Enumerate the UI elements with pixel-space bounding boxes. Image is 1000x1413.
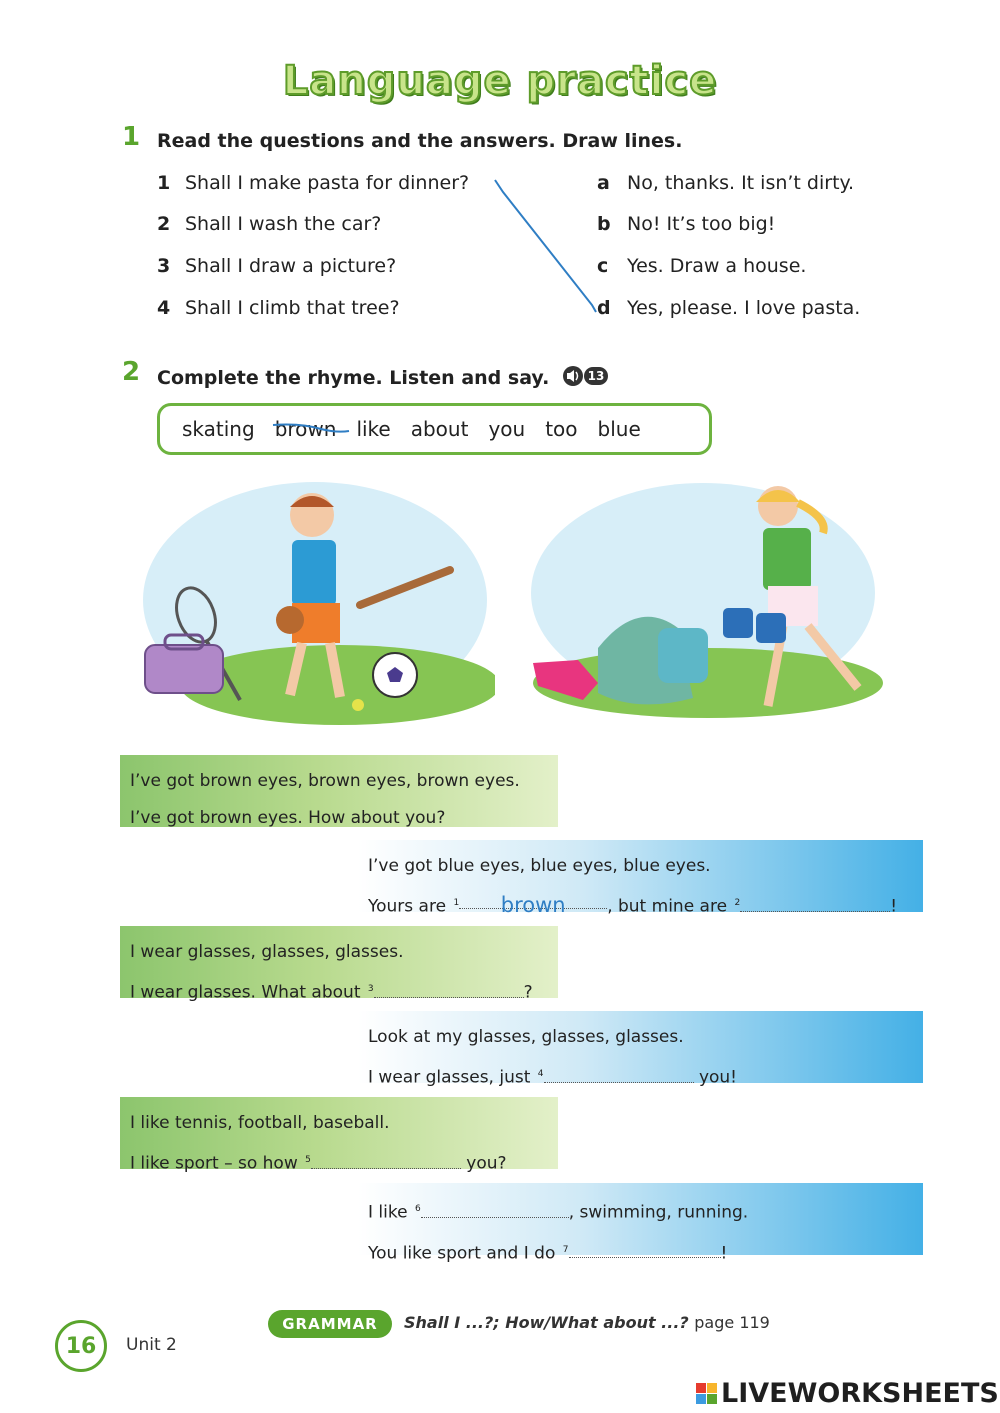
answer-b[interactable]: b No! It’s too big! (597, 213, 776, 235)
answer-d[interactable]: d Yes, please. I love pasta. (597, 297, 861, 319)
rhyme-verse-3: I wear glasses, glasses, glasses. I wear glasses. What about $^3$ ? (120, 926, 558, 998)
brand-watermark: LIVEWORKSHEETS (696, 1378, 999, 1409)
match-line-example (0, 0, 1000, 330)
answer-a[interactable]: a No, thanks. It isn’t dirty. (597, 172, 855, 194)
gap-2-input[interactable] (740, 890, 890, 912)
boy-sports-illustration (140, 475, 495, 725)
rhyme-verse-1: I’ve got brown eyes, brown eyes, brown eyes. I’ve got brown eyes. How about you? (120, 755, 558, 827)
question-2[interactable]: 2 Shall I wash the car? (157, 213, 382, 235)
unit-label: Unit 2 (126, 1335, 177, 1355)
rhyme-verse-2: I’ve got blue eyes, blue eyes, blue eyes. Yours are $^1$ brown , but mine are $^2$ ! (358, 840, 923, 912)
answer-c[interactable]: c Yes. Draw a house. (597, 255, 807, 277)
word-like[interactable]: like (356, 417, 391, 441)
brand-logo-icon (696, 1383, 717, 1404)
question-1[interactable]: 1 Shall I make pasta for dinner? (157, 172, 470, 194)
strike-mark (271, 421, 351, 441)
word-blue[interactable]: blue (597, 417, 641, 441)
page-number: 16 (55, 1320, 107, 1372)
page-title: Language practice (282, 58, 718, 104)
word-you[interactable]: you (488, 417, 526, 441)
word-box (157, 403, 712, 455)
exercise-2-instruction: Complete the rhyme. Listen and say. (157, 367, 550, 389)
word-about[interactable]: about (410, 417, 469, 441)
question-3[interactable]: 3 Shall I draw a picture? (157, 255, 397, 277)
gap-3-input[interactable] (374, 976, 524, 998)
gap-4-input[interactable] (544, 1061, 694, 1083)
word-too[interactable]: too (545, 417, 578, 441)
gap-1-answer: brown (500, 892, 566, 917)
gap-6-input[interactable] (421, 1196, 569, 1218)
gap-5-input[interactable] (311, 1147, 461, 1169)
exercise-2-instruction-row (157, 365, 610, 392)
exercise-1-number: 1 (122, 122, 141, 152)
audio-track-number: 13 (587, 369, 605, 383)
word-skating[interactable]: skating (182, 417, 255, 441)
gap-7-input[interactable] (569, 1236, 721, 1258)
rhyme-verse-6: I like $^6$ , swimming, running. You like sport and I do $^7$ ! (358, 1183, 923, 1255)
rhyme-verse-5: I like tennis, football, baseball. I like sport – so how $^5$ you? (120, 1097, 558, 1169)
gap-1-input[interactable] (459, 887, 607, 917)
question-4[interactable]: 4 Shall I climb that tree? (157, 297, 400, 319)
girl-sports-illustration (528, 478, 883, 728)
exercise-1-instruction: Read the questions and the answers. Draw lines. (157, 130, 683, 152)
exercise-2-number: 2 (122, 357, 141, 387)
grammar-reference: Shall I ...?; How/What about ...? page 119 (404, 1313, 770, 1332)
audio-icon[interactable] (562, 365, 610, 392)
rhyme-verse-4: Look at my glasses, glasses, glasses. I wear glasses, just $^4$ you! (358, 1011, 923, 1083)
grammar-badge: GRAMMAR (268, 1310, 392, 1338)
word-brown[interactable]: brown (275, 417, 337, 441)
